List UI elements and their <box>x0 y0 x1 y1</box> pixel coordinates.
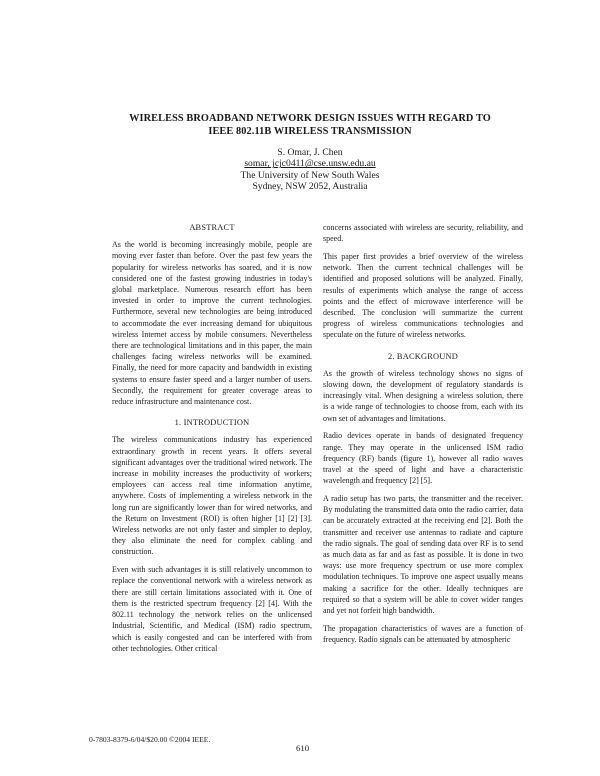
background-paragraph-2: Radio devices operate in bands of designated frequency range. They may operate in the unlicensed ISM radio frequency (RF) bands (figure 1), however all radio waves travel at the speed of light and have a characteristic wavelength and frequency [2] [5]. <box>323 431 523 486</box>
abstract-text: As the world is becoming increasingly mobile, people are moving ever faster than before. Over the past few years the popularity for wireless networks has soared, and it is now considered one of the fastest growing industries in today's global marketplace. Numerous research effort has been invested in order to improve the current technologies. Furthermore, several new technologies are being introduced to accommodate the ever increasing demand for ubiquitous wireless Internet access by mobile consumers. Nevertheless there are technological limitations and in this paper, the main challenges facing wireless networks will be examined. Finally, the need for more capacity and bandwidth in existing systems to ensure faster speed and a larger number of users. Secondly, the requirement for greater coverage areas to reduce infrastructure and maintenance cost. <box>112 240 312 407</box>
author-block <box>160 147 460 193</box>
title-line-1: WIRELESS BROADBAND NETWORK DESIGN ISSUES WITH REGARD TO <box>129 113 491 124</box>
title-line-2: IEEE 802.11B WIRELESS TRANSMISSION <box>208 126 412 137</box>
background-heading: 2. BACKGROUND <box>387 351 459 361</box>
intro-paragraph-1: The wireless communications industry has experienced extraordinary growth in recent years. It offers several significant advantages over the traditional wired network. The increase in mobility increases the productivity of workers; employees can access real time information anytime, anywhere. Costs of implementing a wireless network in the long run are significantly lower than for wired networks, and the Return on Investment (ROI) is often higher [1] [2] [3]. Wireless networks are not only faster and simpler to deploy, they also eliminate the need for complex cabling and construction. <box>112 435 312 557</box>
page-number: 610 <box>296 743 310 753</box>
paper-title <box>100 112 520 138</box>
right-column <box>323 222 523 652</box>
left-column <box>112 222 312 661</box>
address: Sydney, NSW 2052, Australia <box>252 181 368 193</box>
author-email: somar, jcjc0411@cse.unsw.edu.au <box>244 158 376 170</box>
background-paragraph-3: A radio setup has two parts, the transmitter and the receiver. By modulating the transmitted data onto the radio carrier, data can be accurately extracted at the receiving end [2]. Both the transmitter and receiver use antennas to radiate and capture the radio signals. The goal of sending data over RF is to send as much data as far and as fast as possible. It is done in two ways: use more frequency spectrum or use more complex modulation techniques. To improve one aspect usually means making a sacrifice for the other. Ideally techniques are required so that a system will be able to cover wider ranges and yet not forfeit high bandwidth. <box>323 494 523 616</box>
author-names: S. Omar, J. Chen <box>277 147 343 158</box>
affiliation: The University of New South Wales <box>240 169 380 181</box>
copyright-identifier: 0-7803-8379-6/04/$20.00 ©2004 IEEE. <box>89 735 211 744</box>
introduction-heading: 1. INTRODUCTION <box>174 418 250 428</box>
background-paragraph-4: The propagation characteristics of waves are a function of frequency. Radio signals can be attenuated by atmospheric <box>323 623 523 645</box>
background-paragraph-1: As the growth of wireless technology shows no signs of slowing down, the development of regulatory standards is increasingly vital. When designing a wireless solution, there is a wide range of technologies to choose from, each with its own set of advantages and limitations. <box>323 368 523 423</box>
abstract-heading: ABSTRACT <box>189 223 235 232</box>
right-paragraph-2: This paper first provides a brief overview of the wireless network. Then the current technical challenges will be identified and proposed solutions will be analyzed. Finally, results of experiments which analyse the range of access points and the effect of microwave interference will be described. The conclusion will summarize the current progress of wireless communications technologies and speculate on the future of wireless networks. <box>323 252 523 340</box>
right-paragraph-1: concerns associated with wireless are security, reliability, and speed. <box>323 223 523 244</box>
intro-paragraph-2: Even with such advantages it is still relatively uncommon to replace the conventional network with a wireless network as there are still certain limitations associated with it. One of them is the restricted spectrum frequency [2] [4]. With the 802.11 technology the network relies on the unlicensed Industrial, Scientific, and Medical (ISM) radio spectrum, which is easily congested and can be interfered with from other technologies. Other critical <box>112 565 312 653</box>
